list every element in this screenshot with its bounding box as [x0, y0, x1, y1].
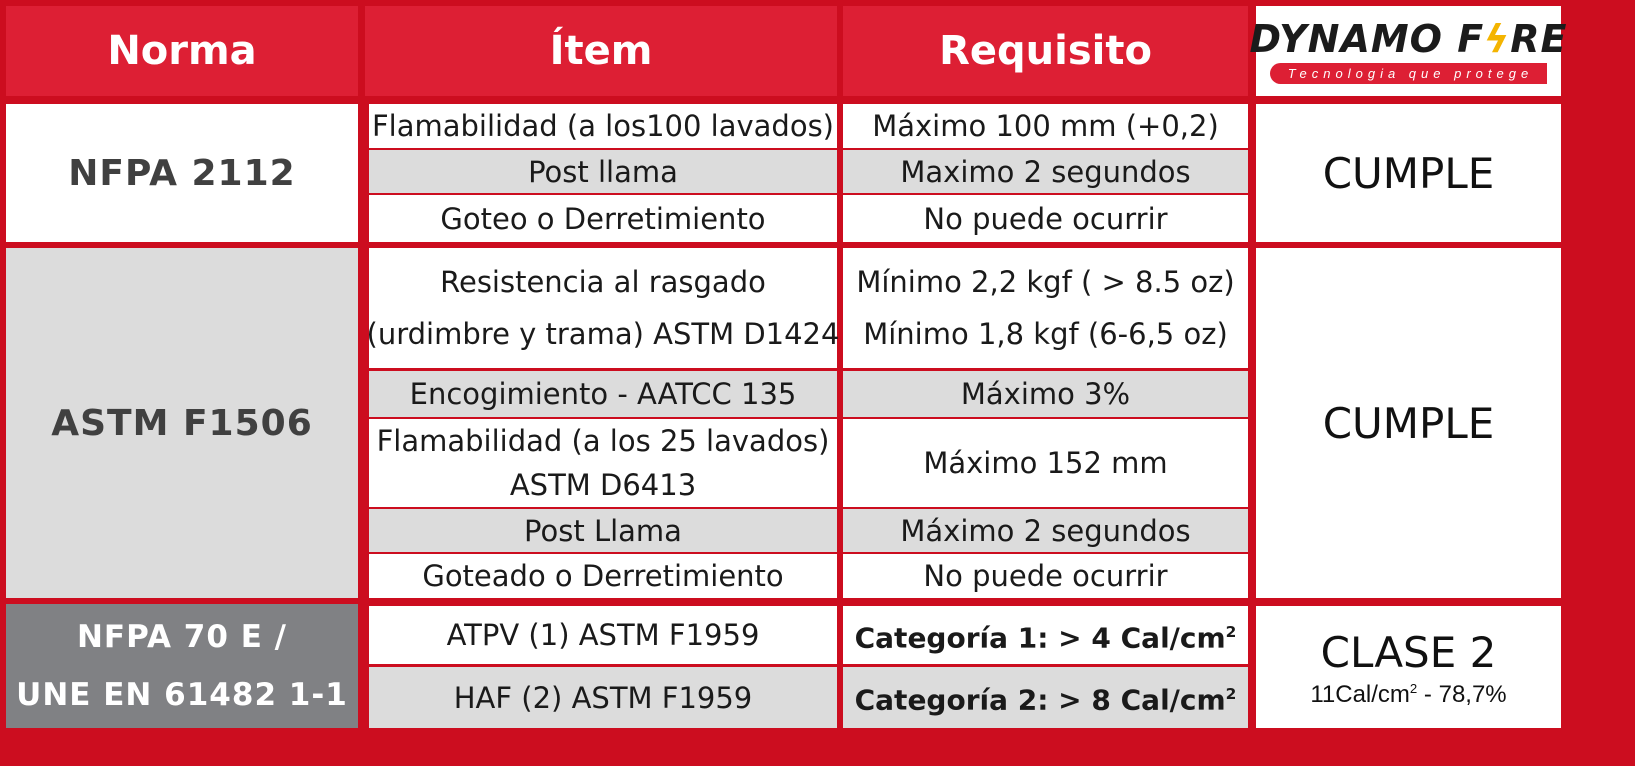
requisito-cell	[843, 419, 1248, 507]
requisito-text: Maximo 2 segundos	[900, 154, 1191, 189]
requisito-text: Máximo 2 segundos	[900, 513, 1191, 548]
item-text: Goteado o Derretimiento	[422, 559, 784, 593]
brand-logo	[1249, 6, 1568, 96]
bolt-icon: ϟ	[1484, 16, 1511, 61]
item-text: (urdimbre y trama) ASTM D1424	[366, 317, 840, 351]
requisito-text: Máximo 152 mm	[923, 446, 1168, 480]
item-cell	[369, 150, 837, 193]
result-clase-2	[1256, 606, 1561, 728]
requisito-cell	[843, 371, 1248, 417]
item-text: Flamabilidad (a los100 lavados)	[371, 109, 835, 143]
item-cell	[369, 509, 837, 552]
norma-label: ASTM F1506	[51, 402, 313, 444]
norma-nfpa-70e	[6, 604, 358, 728]
item-text: ATPV (1) ASTM F1959	[446, 618, 760, 652]
result-cumple	[1256, 248, 1561, 598]
header-item-label: Ítem	[549, 28, 653, 74]
requisito-cell	[843, 606, 1248, 664]
requisito-text: Categoría 2: > 8 Cal/$cm^2$	[854, 683, 1237, 717]
result-subtext: $11Cal/cm^2 - 78,7\%$	[1310, 681, 1507, 708]
item-text: Resistencia al rasgado	[440, 265, 766, 299]
norma-nfpa-2112	[6, 104, 358, 242]
requisito-cell	[843, 150, 1248, 193]
requisito-text: No puede ocurrir	[923, 201, 1168, 236]
logo-wordmark: DYNAMO FϟRE	[1249, 16, 1568, 61]
result-text: CUMPLE	[1322, 148, 1495, 198]
requisito-text: Mínimo 2,2 kgf ( > 8.5 oz)	[856, 265, 1235, 299]
logo-tagline: Tecnologia que protege	[1270, 63, 1547, 84]
requisito-text: Máximo 3%	[960, 377, 1131, 411]
result-text: CUMPLE	[1322, 398, 1495, 448]
header-requisito-label: Requisito	[939, 28, 1152, 74]
requisito-cell	[843, 195, 1248, 242]
item-cell	[366, 248, 840, 368]
item-cell	[369, 554, 837, 598]
requisito-text: Categoría 1: > 4 Cal/$cm^2$	[854, 621, 1237, 655]
requisito-text: Mínimo 1,8 kgf (6-6,5 oz)	[863, 317, 1228, 351]
header-item	[365, 6, 837, 96]
header-norma-label: Norma	[107, 28, 257, 74]
result-text: CLASE 2	[1320, 628, 1497, 677]
requisito-cell	[843, 248, 1248, 368]
requisito-cell	[843, 667, 1248, 728]
item-cell	[369, 606, 837, 664]
result-cumple	[1256, 104, 1561, 242]
item-cell	[369, 195, 837, 242]
requisito-text: Máximo 100 mm (+0,2)	[872, 109, 1219, 143]
item-text: ASTM D6413	[509, 468, 697, 502]
item-text: Post Llama	[524, 513, 682, 548]
requisito-text: No puede ocurrir	[923, 559, 1168, 593]
requisito-cell	[843, 554, 1248, 598]
item-cell	[369, 419, 837, 507]
norma-label: UNE EN 61482 1-1	[16, 677, 348, 713]
item-text: Flamabilidad (a los 25 lavados)	[376, 424, 830, 458]
item-cell	[369, 104, 837, 148]
norma-label: NFPA 70 E /	[76, 619, 287, 655]
norma-label: NFPA 2112	[68, 152, 296, 194]
requisito-cell	[843, 104, 1248, 148]
item-text: HAF (2) ASTM F1959	[453, 680, 753, 715]
item-cell	[369, 371, 837, 417]
norma-astm-f1506	[6, 248, 358, 598]
header-requisito	[843, 6, 1248, 96]
header-norma	[6, 6, 358, 96]
item-text: Post llama	[528, 154, 678, 189]
item-text: Encogimiento - AATCC 135	[409, 377, 797, 411]
item-text: Goteo o Derretimiento	[440, 201, 766, 236]
requisito-cell	[843, 509, 1248, 552]
item-cell	[369, 667, 837, 728]
